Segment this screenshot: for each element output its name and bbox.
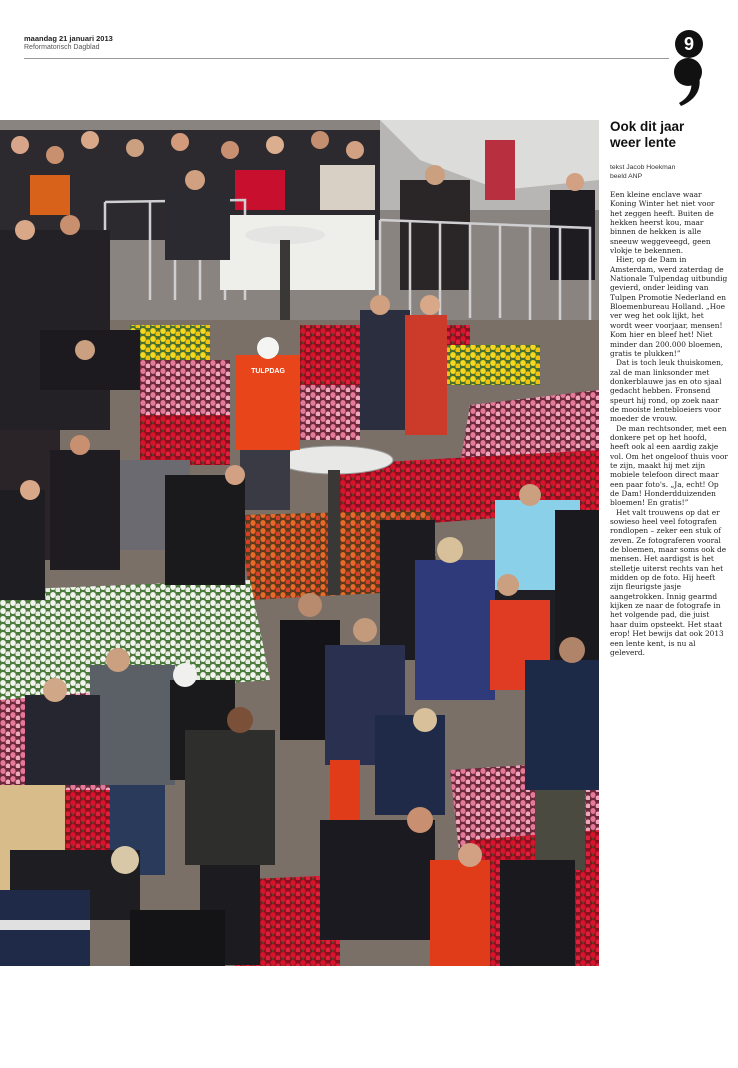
headline-line: Ook dit jaar xyxy=(610,119,685,134)
jacket-sign: TULPDAG xyxy=(251,368,285,375)
tulip-bed-red xyxy=(140,415,230,465)
tulip-festival-photo xyxy=(0,120,599,966)
tulip-bed-pink xyxy=(140,360,230,415)
article-paragraph: Dat is toch leuk thuiskomen, zal de man linksonder met donkerblauwe jas en oto sjaal gedacht hebben. Fronsend speurt hij rond, op zoek naar de mooiste lentebloeiers voor moeder de vrouw. xyxy=(610,358,724,424)
blue-coat-person xyxy=(415,560,495,700)
credit-image-source: beeld ANP xyxy=(610,173,643,180)
article-body xyxy=(610,190,728,657)
article-paragraph: Hier, op de Dam in Amsterdam, werd zaterdag de Nationale Tulpendag uitbundig gevierd, onder leiding van Tulpen Promotie Nederland en Bloemenbureau Holland. „Hoe ver weg het ook lijkt, het wordt weer voorjaar, mensen! Kom hier en bleef het! Niet minder dan 200.000 bloemen, gratis te plukken!” xyxy=(610,255,728,358)
page-number-badge: 9 xyxy=(675,30,703,58)
header-date: maandag 21 januari 2013 xyxy=(24,34,113,43)
article-headline xyxy=(610,119,728,150)
article-paragraph: Een kleine enclave waar Koning Winter het niet voor het zeggen heeft. Buiten de hekken heerst kou, maar binnen de hekken is alle sneeuw weggeveegd, geen vlokje te bekennen. xyxy=(610,190,715,256)
tulip-bed-yellow xyxy=(445,345,540,385)
comma-logo-icon xyxy=(671,56,707,108)
tulip-bed-pink xyxy=(300,385,360,440)
article xyxy=(610,119,728,657)
header-divider xyxy=(24,58,669,59)
headline-line: weer lente xyxy=(610,134,677,150)
credit-text-author: tekst Jacob Hoekman xyxy=(610,164,676,171)
header-newspaper-name: Reformatorisch Dagblad xyxy=(24,44,100,51)
article-paragraph: De man rechtsonder, met een donkere pet op het hoofd, heeft ook al een aardig zakje vol. Om het ongeloof thuis voor te zijn, maakt hij met zijn mobiele telefoon direct maar een paar foto's. „Ja, echt! Op de Dam! Honderdduizenden bloemen! En gratis!” xyxy=(610,423,728,508)
article-credits xyxy=(610,163,728,181)
article-paragraph: Het valt trouwens op dat er sowieso heel veel fotografen rondlopen – zeker een stuk of zeven. Ze fotograferen vooral de bloemen, maar soms ook de mensen. Het aardigst is het stelletje uiterst rechts van het midden op de foto. Hij heeft zijn fleurigste jasje aangetrokken. Innig gearmd kijken ze naar de fotografe in het volgende pad, die juist haar duim opsteekt. Het staat erop! Het bewijs dat ook 2013 een lente kent, is nu al geleverd. xyxy=(610,507,727,657)
